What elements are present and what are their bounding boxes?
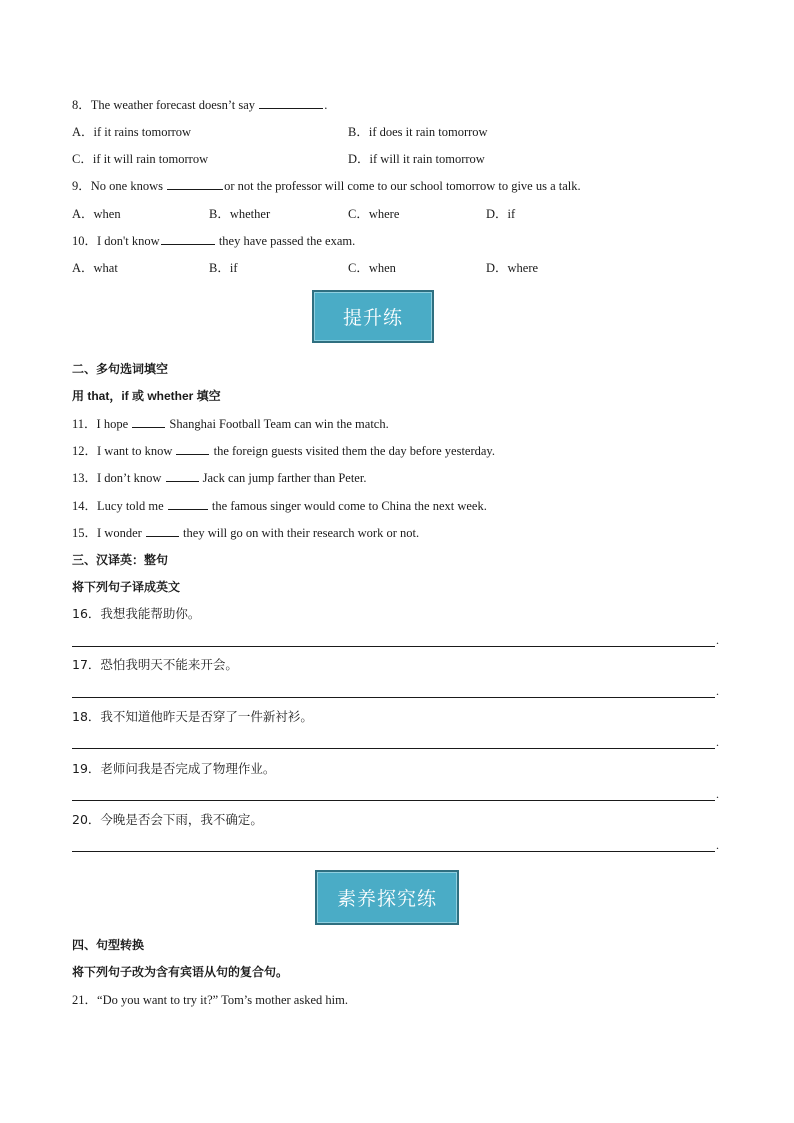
section-banner-practice: 提升练 — [312, 290, 434, 343]
answer-line[interactable] — [72, 800, 715, 801]
answer-line[interactable] — [72, 697, 715, 698]
option-9c[interactable]: C．where — [348, 207, 400, 221]
option-8b[interactable]: B．if does it rain tomorrow — [348, 125, 488, 139]
question-17: 17．恐怕我明天不能来开会。 — [72, 657, 238, 672]
question-20: 20．今晚是否会下雨，我不确定。 — [72, 812, 263, 827]
answer-line[interactable] — [72, 646, 715, 647]
option-10a[interactable]: A．what — [72, 261, 118, 275]
answer-blank[interactable] — [166, 470, 199, 482]
answer-blank[interactable] — [259, 97, 323, 109]
section-2-title: 二、多句选词填空 — [72, 362, 169, 376]
answer-blank[interactable] — [167, 178, 223, 190]
option-9d[interactable]: D．if — [486, 207, 516, 221]
option-8c[interactable]: C．if it will rain tomorrow — [72, 152, 209, 166]
option-10b[interactable]: B．if — [209, 261, 238, 275]
option-8d[interactable]: D．if will it rain tomorrow — [348, 152, 485, 166]
question-8: 8．The weather forecast doesn’t say . — [72, 98, 328, 112]
answer-blank[interactable] — [176, 443, 209, 455]
question-12: 12．I want to know the foreign guests visited them the day before yesterday. — [72, 444, 495, 458]
option-9b[interactable]: B．whether — [209, 207, 271, 221]
answer-blank[interactable] — [132, 416, 165, 428]
question-16: 16．我想我能帮助你。 — [72, 606, 201, 621]
section-banner-literacy: 素养探究练 — [315, 870, 459, 925]
question-14: 14．Lucy told me the famous singer would come to China the next week. — [72, 499, 487, 513]
question-11: 11．I hope Shanghai Football Team can win the match. — [72, 417, 389, 431]
question-13: 13．I don’t know Jack can jump farther than Peter. — [72, 471, 367, 485]
answer-blank[interactable] — [161, 233, 215, 245]
answer-line[interactable] — [72, 851, 715, 852]
section-2-instruction: 用 that，if 或 whether 填空 — [72, 389, 221, 403]
section-4-title: 四、句型转换 — [72, 938, 145, 952]
answer-blank[interactable] — [146, 525, 179, 537]
question-21: 21．“Do you want to try it?” Tom’s mother asked him. — [72, 993, 348, 1007]
question-10: 10．I don't know they have passed the exam. — [72, 234, 356, 248]
question-18: 18．我不知道他昨天是否穿了一件新衬衫。 — [72, 709, 313, 724]
option-10c[interactable]: C．when — [348, 261, 396, 275]
answer-line[interactable] — [72, 748, 715, 749]
option-10d[interactable]: D．where — [486, 261, 539, 275]
section-3-title: 三、汉译英：整句 — [72, 553, 169, 567]
question-19: 19．老师问我是否完成了物理作业。 — [72, 761, 276, 776]
question-9: 9．No one knows or not the professor will come to our school tomorrow to give us a talk. — [72, 179, 581, 193]
section-4-instruction: 将下列句子改为含有宾语从句的复合句。 — [72, 965, 289, 979]
option-8a[interactable]: A．if it rains tomorrow — [72, 125, 192, 139]
option-9a[interactable]: A．when — [72, 207, 121, 221]
question-15: 15．I wonder they will go on with their research work or not. — [72, 526, 420, 540]
section-3-instruction: 将下列句子译成英文 — [72, 580, 181, 594]
answer-blank[interactable] — [168, 498, 208, 510]
